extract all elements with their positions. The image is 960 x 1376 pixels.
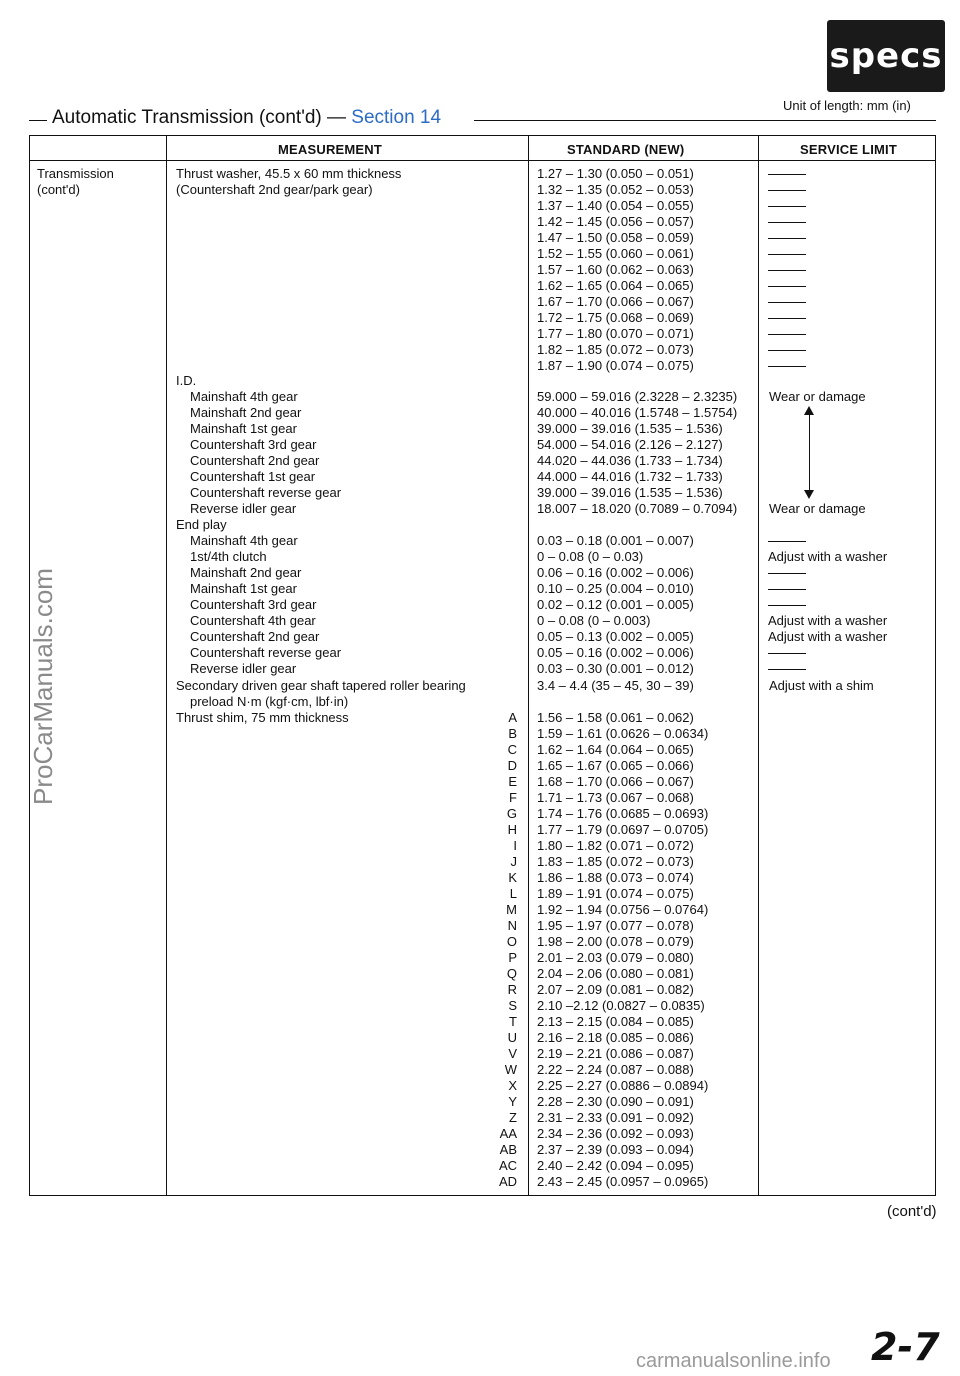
standard-value: 1.74 – 1.76 (0.0685 – 0.0693) [537, 806, 709, 821]
id-item: Mainshaft 2nd gear [190, 405, 302, 420]
standard-value: 2.16 – 2.18 (0.085 – 0.086) [537, 1030, 694, 1045]
standard-value: 54.000 – 54.016 (2.126 – 2.127) [537, 437, 723, 452]
continued-label: (cont'd) [887, 1203, 937, 1220]
standard-value: 2.34 – 2.36 (0.092 – 0.093) [537, 1126, 694, 1141]
standard-value: 2.19 – 2.21 (0.086 – 0.087) [537, 1046, 694, 1061]
section-link[interactable]: Section 14 [351, 107, 442, 128]
no-limit-dash [768, 533, 918, 549]
shim-letter: O [506, 934, 517, 949]
shim-letter: L [509, 886, 517, 901]
shim-letter: H [507, 822, 517, 837]
no-limit-dash [768, 198, 828, 214]
shim-letter: AB [499, 1142, 517, 1157]
standard-value: 1.67 – 1.70 (0.066 – 0.067) [537, 294, 694, 309]
no-limit-dash [768, 246, 828, 262]
no-limit-dash [768, 597, 918, 613]
shim-letter: R [507, 982, 517, 997]
standard-value: 1.80 – 1.82 (0.071 – 0.072) [537, 838, 694, 853]
page-number: 2-7 [871, 1325, 940, 1369]
standard-value: 1.42 – 1.45 (0.056 – 0.057) [537, 214, 694, 229]
standard-value: 1.27 – 1.30 (0.050 – 0.051) [537, 166, 694, 181]
shim-letter: J [510, 854, 517, 869]
measurement-line: preload N·m (kgf·cm, lbf·in) [190, 694, 349, 709]
page-title [52, 107, 441, 129]
no-limit-dash [768, 358, 828, 374]
standard-value: 1.77 – 1.79 (0.0697 – 0.0705) [537, 822, 709, 837]
watermark-bottom: carmanualsonline.info [636, 1350, 831, 1372]
id-item: Countershaft 3rd gear [190, 437, 317, 452]
standard-value: 0.03 – 0.18 (0.001 – 0.007) [537, 533, 694, 548]
standard-value: 1.62 – 1.64 (0.064 – 0.065) [537, 742, 694, 757]
end-play-standard [537, 533, 694, 677]
col-heading-service-limit: SERVICE LIMIT [800, 142, 897, 157]
no-limit-dash [768, 262, 828, 278]
standard-value: 2.43 – 2.45 (0.0957 – 0.0965) [537, 1174, 709, 1189]
header-divider [29, 160, 936, 161]
watermark-left: ProCarManuals.com [28, 568, 58, 805]
no-limit-dash [768, 326, 828, 342]
standard-value: 1.95 – 1.97 (0.077 – 0.078) [537, 918, 694, 933]
standard-value: 1.72 – 1.75 (0.068 – 0.069) [537, 310, 694, 325]
end-play-measurement [176, 517, 341, 677]
standard-value: 0.03 – 0.30 (0.001 – 0.012) [537, 661, 694, 676]
standard-value: 2.01 – 2.03 (0.079 – 0.080) [537, 950, 694, 965]
roller-bearing-measurement [176, 678, 466, 710]
specs-logo: specs [827, 20, 945, 92]
standard-value: 0.10 – 0.25 (0.004 – 0.010) [537, 581, 694, 596]
standard-value: 2.13 – 2.15 (0.084 – 0.085) [537, 1014, 694, 1029]
standard-value: 1.47 – 1.50 (0.058 – 0.059) [537, 230, 694, 245]
id-item: Mainshaft 1st gear [190, 421, 297, 436]
standard-value: 0 – 0.08 (0 – 0.003) [537, 613, 651, 628]
roller-bearing-standard: 3.4 – 4.4 (35 – 45, 30 – 39) [537, 678, 694, 693]
thrust-shim-standard [537, 710, 708, 1190]
thrust-shim-letters [480, 710, 517, 1190]
standard-value: 1.87 – 1.90 (0.074 – 0.075) [537, 358, 694, 373]
standard-value: 1.98 – 2.00 (0.078 – 0.079) [537, 934, 694, 949]
no-limit-dash [768, 565, 918, 581]
shim-letter: S [508, 998, 517, 1013]
end-play-item: 1st/4th clutch [190, 549, 267, 564]
measurement-line: Thrust washer, 45.5 x 60 mm thickness [176, 166, 402, 181]
range-line [809, 412, 810, 491]
header-rule-right [474, 120, 936, 121]
end-play-item: Countershaft reverse gear [190, 645, 342, 660]
standard-value: 1.57 – 1.60 (0.062 – 0.063) [537, 262, 694, 277]
standard-value: 1.77 – 1.80 (0.070 – 0.071) [537, 326, 694, 341]
thrust-washer-limits [768, 166, 828, 374]
shim-letter: M [506, 902, 517, 917]
standard-value: 2.25 – 2.27 (0.0886 – 0.0894) [537, 1078, 709, 1093]
shim-letter: AD [498, 1174, 517, 1189]
standard-value: 1.52 – 1.55 (0.060 – 0.061) [537, 246, 694, 261]
header-rule-left [29, 120, 47, 121]
limit-text: Adjust with a washer [768, 549, 888, 564]
standard-value: 44.020 – 44.036 (1.733 – 1.734) [537, 453, 723, 468]
shim-letter: F [509, 790, 517, 805]
shim-letter: K [508, 870, 517, 885]
standard-value: 1.89 – 1.91 (0.074 – 0.075) [537, 886, 694, 901]
standard-value: 39.000 – 39.016 (1.535 – 1.536) [537, 421, 723, 436]
col-heading-standard: STANDARD (NEW) [567, 142, 685, 157]
standard-value: 59.000 – 59.016 (2.3228 – 2.3235) [537, 389, 738, 404]
shim-letter: P [508, 950, 517, 965]
shim-letter: U [507, 1030, 517, 1045]
shim-letter: V [508, 1046, 517, 1061]
limit-text: Adjust with a washer [768, 629, 888, 644]
standard-value: 1.56 – 1.58 (0.061 – 0.062) [537, 710, 694, 725]
no-limit-dash [768, 294, 828, 310]
shim-letter: W [504, 1062, 517, 1077]
shim-letter: Z [509, 1110, 517, 1125]
standard-value: 2.04 – 2.06 (0.080 – 0.081) [537, 966, 694, 981]
no-limit-dash [768, 310, 828, 326]
id-item: Countershaft 1st gear [190, 469, 316, 484]
end-play-item: Mainshaft 4th gear [190, 533, 298, 548]
shim-letter: A [508, 710, 517, 725]
thrust-shim-label: Thrust shim, 75 mm thickness [176, 710, 349, 725]
standard-value: 1.82 – 1.85 (0.072 – 0.073) [537, 342, 694, 357]
standard-value: 2.31 – 2.33 (0.091 – 0.092) [537, 1110, 694, 1125]
no-limit-dash [768, 645, 918, 661]
shim-letter: I [513, 838, 517, 853]
shim-letter: Y [508, 1094, 517, 1109]
no-limit-dash [768, 342, 828, 358]
no-limit-dash [768, 278, 828, 294]
col-divider-1 [166, 135, 167, 1196]
standard-value: 18.007 – 18.020 (0.7089 – 0.7094) [537, 501, 738, 516]
measurement-line: Secondary driven gear shaft tapered roller bearing [176, 678, 466, 693]
col-heading-measurement: MEASUREMENT [278, 142, 383, 157]
standard-value: 0.05 – 0.16 (0.002 – 0.006) [537, 645, 694, 660]
standard-value: 2.40 – 2.42 (0.094 – 0.095) [537, 1158, 694, 1173]
standard-value: 0 – 0.08 (0 – 0.03) [537, 549, 644, 564]
shim-letter: E [508, 774, 517, 789]
standard-value: 1.92 – 1.94 (0.0756 – 0.0764) [537, 902, 709, 917]
standard-value: 2.07 – 2.09 (0.081 – 0.082) [537, 982, 694, 997]
shim-letter: T [509, 1014, 517, 1029]
thrust-washer-standard [537, 166, 694, 374]
no-limit-dash [768, 214, 828, 230]
id-measurement [176, 373, 341, 517]
no-limit-dash [768, 166, 828, 182]
shim-letter: X [508, 1078, 517, 1093]
standard-value: 2.22 – 2.24 (0.087 – 0.088) [537, 1062, 694, 1077]
id-standard [537, 389, 737, 517]
standard-value: 1.83 – 1.85 (0.072 – 0.073) [537, 854, 694, 869]
id-limit-bottom: Wear or damage [769, 501, 866, 516]
id-heading: I.D. [176, 373, 197, 388]
standard-value: 0.02 – 0.12 (0.001 – 0.005) [537, 597, 694, 612]
standard-value: 1.62 – 1.65 (0.064 – 0.065) [537, 278, 694, 293]
standard-value: 1.32 – 1.35 (0.052 – 0.053) [537, 182, 694, 197]
id-limit-top: Wear or damage [769, 389, 866, 404]
end-play-heading: End play [176, 517, 227, 532]
category-line: Transmission [37, 166, 114, 181]
standard-value: 2.10 –2.12 (0.0827 – 0.0835) [537, 998, 705, 1013]
end-play-item: Mainshaft 2nd gear [190, 565, 302, 580]
col-divider-3 [758, 135, 759, 1196]
standard-value: 40.000 – 40.016 (1.5748 – 1.5754) [537, 405, 738, 420]
end-play-item: Reverse idler gear [190, 661, 297, 676]
standard-value: 39.000 – 39.016 (1.535 – 1.536) [537, 485, 723, 500]
standard-value: 2.37 – 2.39 (0.093 – 0.094) [537, 1142, 694, 1157]
standard-value: 1.59 – 1.61 (0.0626 – 0.0634) [537, 726, 709, 741]
shim-letter: Q [506, 966, 517, 981]
id-item: Reverse idler gear [190, 501, 297, 516]
page-title-text: Automatic Transmission (cont'd) — [52, 107, 352, 128]
end-play-item: Countershaft 2nd gear [190, 629, 320, 644]
thrust-washer-measurement [176, 166, 401, 198]
standard-value: 1.86 – 1.88 (0.073 – 0.074) [537, 870, 694, 885]
no-limit-dash [768, 230, 828, 246]
no-limit-dash [768, 661, 918, 677]
col-divider-2 [528, 135, 529, 1196]
standard-value: 1.37 – 1.40 (0.054 – 0.055) [537, 198, 694, 213]
category-line: (cont'd) [37, 182, 80, 197]
standard-value: 44.000 – 44.016 (1.732 – 1.733) [537, 469, 723, 484]
id-item: Mainshaft 4th gear [190, 389, 298, 404]
standard-value: 0.05 – 0.13 (0.002 – 0.005) [537, 629, 694, 644]
arrow-down-icon [804, 490, 814, 499]
shim-letter: C [507, 742, 517, 757]
end-play-item: Countershaft 3rd gear [190, 597, 317, 612]
shim-letter: N [507, 918, 517, 933]
standard-value: 2.28 – 2.30 (0.090 – 0.091) [537, 1094, 694, 1109]
id-item: Countershaft 2nd gear [190, 453, 320, 468]
end-play-item: Countershaft 4th gear [190, 613, 316, 628]
shim-letter: B [508, 726, 517, 741]
category-label [37, 166, 114, 198]
shim-letter: AA [499, 1126, 517, 1141]
roller-bearing-limit: Adjust with a shim [769, 678, 874, 693]
unit-note: Unit of length: mm (in) [783, 98, 911, 113]
no-limit-dash [768, 182, 828, 198]
shim-letter: D [507, 758, 517, 773]
standard-value: 1.71 – 1.73 (0.067 – 0.068) [537, 790, 694, 805]
id-item: Countershaft reverse gear [190, 485, 342, 500]
end-play-limits [768, 533, 918, 677]
shim-letter: AC [498, 1158, 517, 1173]
shim-letter: G [506, 806, 517, 821]
limit-text: Adjust with a washer [768, 613, 888, 628]
no-limit-dash [768, 581, 918, 597]
standard-value: 1.68 – 1.70 (0.066 – 0.067) [537, 774, 694, 789]
standard-value: 1.65 – 1.67 (0.065 – 0.066) [537, 758, 694, 773]
end-play-item: Mainshaft 1st gear [190, 581, 297, 596]
standard-value: 0.06 – 0.16 (0.002 – 0.006) [537, 565, 694, 580]
measurement-line: (Countershaft 2nd gear/park gear) [176, 182, 373, 197]
